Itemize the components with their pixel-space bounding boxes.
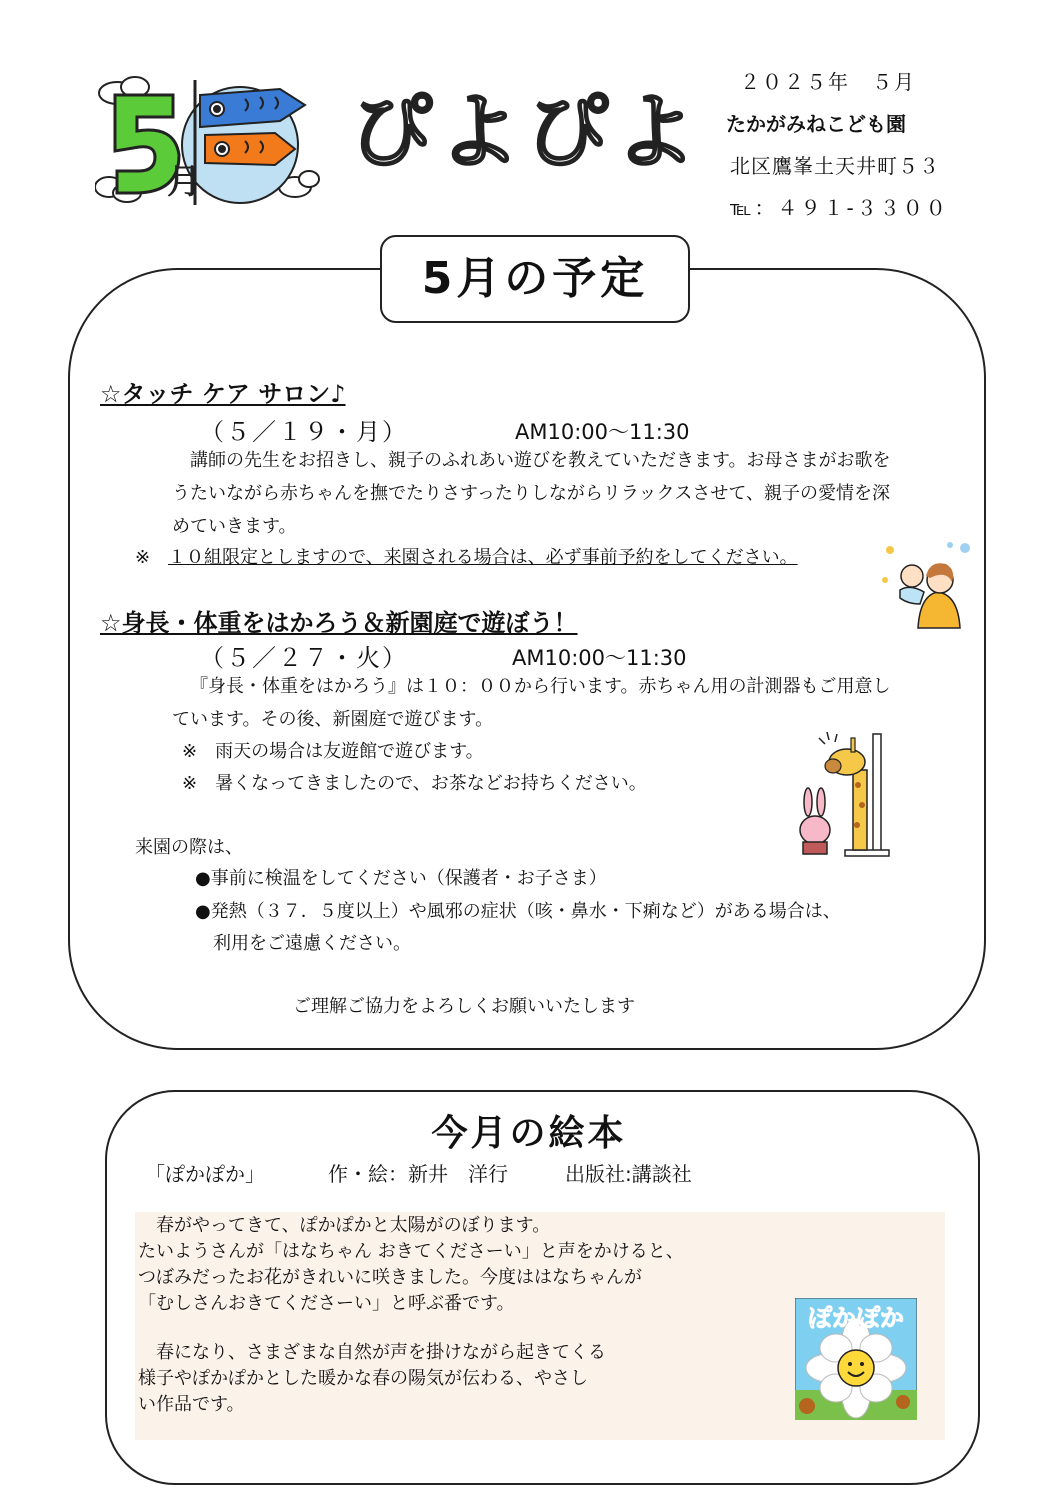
book-desc-line: たいようさんが「はなちゃん おきてくださーい」と声をかけると、	[138, 1241, 684, 1262]
koinobori-logo	[95, 75, 320, 210]
event-note: ※ 暑くなってきましたので、お茶などお持ちください。	[182, 773, 647, 794]
book-name: 「ぽかぽか」	[145, 1162, 265, 1186]
visit-bullet-continued: 利用をご遠慮ください。	[213, 933, 411, 954]
event-time: AM10:00～11:30	[512, 646, 687, 670]
event-time: AM10:00～11:30	[515, 420, 690, 444]
event-note: ※ 雨天の場合は友遊館で遊びます。	[182, 741, 484, 762]
book-cover-title: ぽかぽか	[808, 1304, 904, 1332]
book-desc-line: 春になり、さまざまな自然が声を掛けながら起きてくる	[138, 1342, 606, 1363]
book-desc-line: 「むしさんおきてくださーい」と呼ぶ番です。	[138, 1293, 515, 1314]
book-desc-line: い作品です。	[138, 1394, 245, 1415]
svg-text:月: 月	[167, 162, 201, 202]
book-desc-line: つぼみだったお花がきれいに咲きました。今度ははなちゃんが	[138, 1267, 642, 1288]
event-desc-line: ています。その後、新園庭で遊びます。	[172, 709, 494, 730]
book-desc-line: 様子やぽかぽかとした暖かな春の陽気が伝わる、やさし	[138, 1368, 588, 1389]
book-cover-image	[795, 1298, 917, 1420]
schedule-heading: 5月の予定	[380, 235, 690, 323]
visit-bullet: ●発熱（３７．５度以上）や風邪の症状（咳・鼻水・下痢など）がある場合は、	[195, 901, 841, 922]
giraffe-measuring-illustration	[795, 730, 890, 860]
school-tel: ℡：４９１-３３００	[730, 196, 949, 220]
event-date: （５／１９・月）	[200, 418, 408, 446]
book-desc-line: 春がやってきて、ぽかぽかと太陽がのぼります。	[138, 1215, 551, 1236]
school-name: たかがみねこども園	[726, 112, 906, 136]
event-title: ☆タッチ ケア サロン♪	[100, 380, 346, 408]
event-desc-line: うたいながら赤ちゃんを撫でたりさすったりしながらリラックスさせて、親子の愛情を深	[172, 483, 891, 504]
closing-message: ご理解ご協力をよろしくお願いいたします	[293, 996, 635, 1017]
event-desc-line: 『身長・体重をはかろう』は１０：００から行います。赤ちゃん用の計測器もご用意し	[190, 676, 891, 697]
event-date: （５／２７・火）	[200, 644, 408, 672]
visit-intro: 来園の際は、	[135, 837, 243, 858]
book-publisher: 出版社:講談社	[565, 1162, 692, 1186]
note-mark: ※	[135, 547, 151, 568]
book-author: 作・絵：新井 洋行	[328, 1162, 508, 1186]
event-desc-line: めていきます。	[172, 516, 297, 537]
book-heading: 今月の絵本	[431, 1113, 627, 1154]
event-desc-line: 講師の先生をお招きし、親子のふれあい遊びを教えていただきます。お母さまがお歌を	[190, 450, 891, 471]
visit-bullet: ●事前に検温をしてください（保護者・お子さま）	[195, 868, 607, 889]
issue-date: ２０２５年 ５月	[740, 70, 916, 94]
event-title: ☆身長・体重をはかろう＆新園庭で遊ぼう！	[100, 609, 578, 637]
school-address: 北区鷹峯土天井町５３	[730, 154, 940, 178]
event-note: １０組限定としますので、来園される場合は、必ず事前予約をしてください。	[168, 547, 798, 568]
newsletter-title: ぴよぴよ	[350, 85, 703, 180]
mother-baby-illustration	[880, 540, 975, 630]
